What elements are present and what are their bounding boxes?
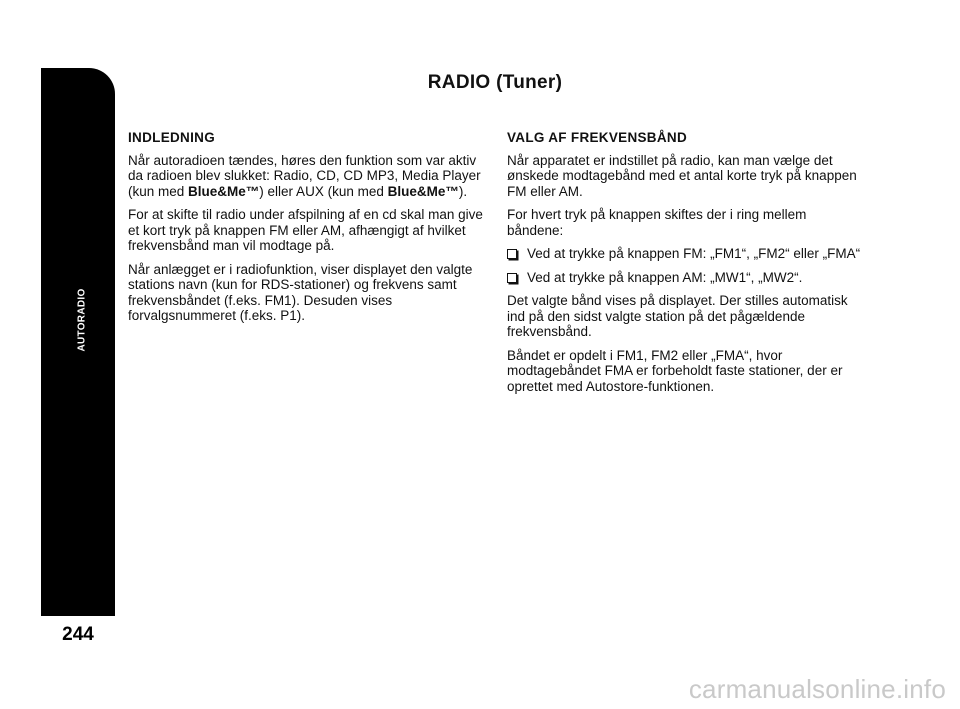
paragraph: For hvert tryk på knappen skiftes der i ring mellem båndene: xyxy=(507,207,807,238)
section-heading-band-selection: VALG AF FREKVENSBÅND xyxy=(507,130,688,145)
watermark: carmanualsonline.info xyxy=(688,674,946,704)
checkbox-bullet-icon xyxy=(507,273,517,283)
section-heading-introduction: INDLEDNING xyxy=(128,130,215,145)
bullet-list xyxy=(507,246,862,285)
paragraph: Når anlægget er i radiofunktion, viser displayet den valgte stations navn (kun for RDS-stationer) og frekvens samt frekvensbåndet (f.eks. FM1). Desuden vises forvalgsnummeret (f.eks. P1). xyxy=(128,261,473,323)
right-column xyxy=(507,130,862,402)
page-title: RADIO (Tuner) xyxy=(427,72,563,93)
paragraph: Når autoradioen tændes, høres den funktion som var aktiv da radioen blev slukket: Radio, CD, CD MP3, Media Player (kun med Blue&Me™) eller AUX (kun med Blue&Me™). xyxy=(128,152,481,199)
list-item: Ved at trykke på knappen AM: „MW1“, „MW2“. xyxy=(507,270,862,286)
page-number: 244 xyxy=(62,624,94,645)
left-column xyxy=(128,130,488,332)
checkbox-bullet-icon xyxy=(507,249,517,259)
paragraph: For at skifte til radio under afspilning af en cd skal man give et kort tryk på knappen FM eller AM, afhængigt af hvilket frekvensbånd man vil modtage på. xyxy=(128,207,483,253)
chapter-label-text: AUTORADIO xyxy=(76,288,88,352)
paragraph: Når apparatet er indstillet på radio, kan man vælge det ønskede modtagebånd med et antal korte tryk på knappen FM eller AM. xyxy=(507,152,857,199)
paragraph: Båndet er opdelt i FM1, FM2 eller „FMA“, hvor modtagebåndet FMA er forbeholdt faste stationer, der er oprettet med Autostore-funktionen. xyxy=(507,347,843,394)
paragraph: Det valgte bånd vises på displayet. Der stilles automatisk ind på den sidst valgte station på det pågældende frekvensbånd. xyxy=(507,293,848,339)
list-item: Ved at trykke på knappen FM: „FM1“, „FM2“ eller „FMA“ xyxy=(507,246,862,262)
